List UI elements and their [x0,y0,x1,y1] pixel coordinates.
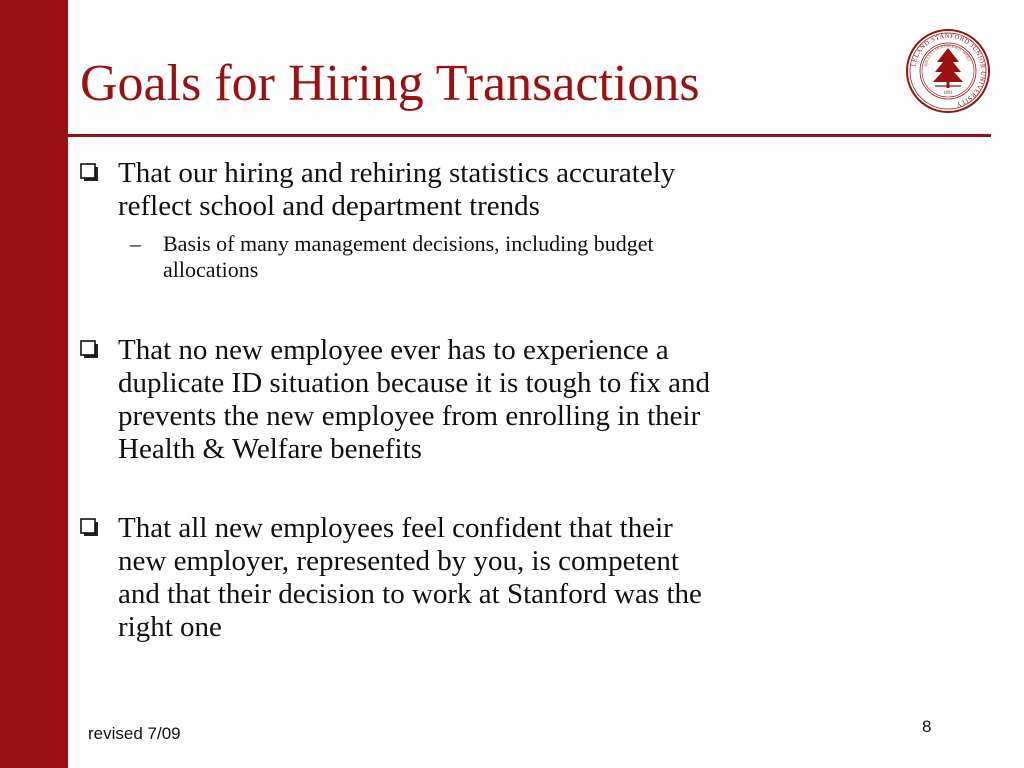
bullet-line: duplicate ID situation because it is tough to fix and [118,367,710,399]
seal-motto: DIE LUFT DER FREIHEIT WEHT [923,42,972,67]
hollow-square-bullet-icon [80,340,99,359]
seal-year: 1891 [943,91,953,96]
sub-bullet-line: Basis of many management decisions, including budget [163,231,654,256]
stanford-seal-icon [905,28,991,114]
bullet-line: Health & Welfare benefits [118,433,422,465]
bullet-line: new employer, represented by you, is competent [118,545,679,577]
bullet-line: prevents the new employee from enrolling in their [118,400,701,432]
slide-title: Goals for Hiring Transactions [80,55,700,112]
bullet-line: and that their decision to work at Stanford was the [118,578,702,610]
seal-ring-text: LELAND STANFORD JUNIOR UNIVERSITY [910,32,987,109]
hollow-square-bullet-icon [80,518,99,537]
revision-note: revised 7/09 [88,724,181,743]
bullet-line: That all new employees feel confident that their [118,512,673,544]
hollow-square-bullet-icon [80,163,99,182]
sub-bullet-line: allocations [163,257,259,282]
bullet-line: reflect school and department trends [118,190,540,222]
title-divider [68,134,991,137]
bullet-line: right one [118,611,222,643]
bullet-line: That our hiring and rehiring statistics accurately [118,157,676,189]
bullet-line: That no new employee ever has to experience a [118,334,669,366]
dash-bullet: – [130,231,141,256]
page-number: 8 [922,717,932,736]
left-accent-bar [0,0,68,768]
